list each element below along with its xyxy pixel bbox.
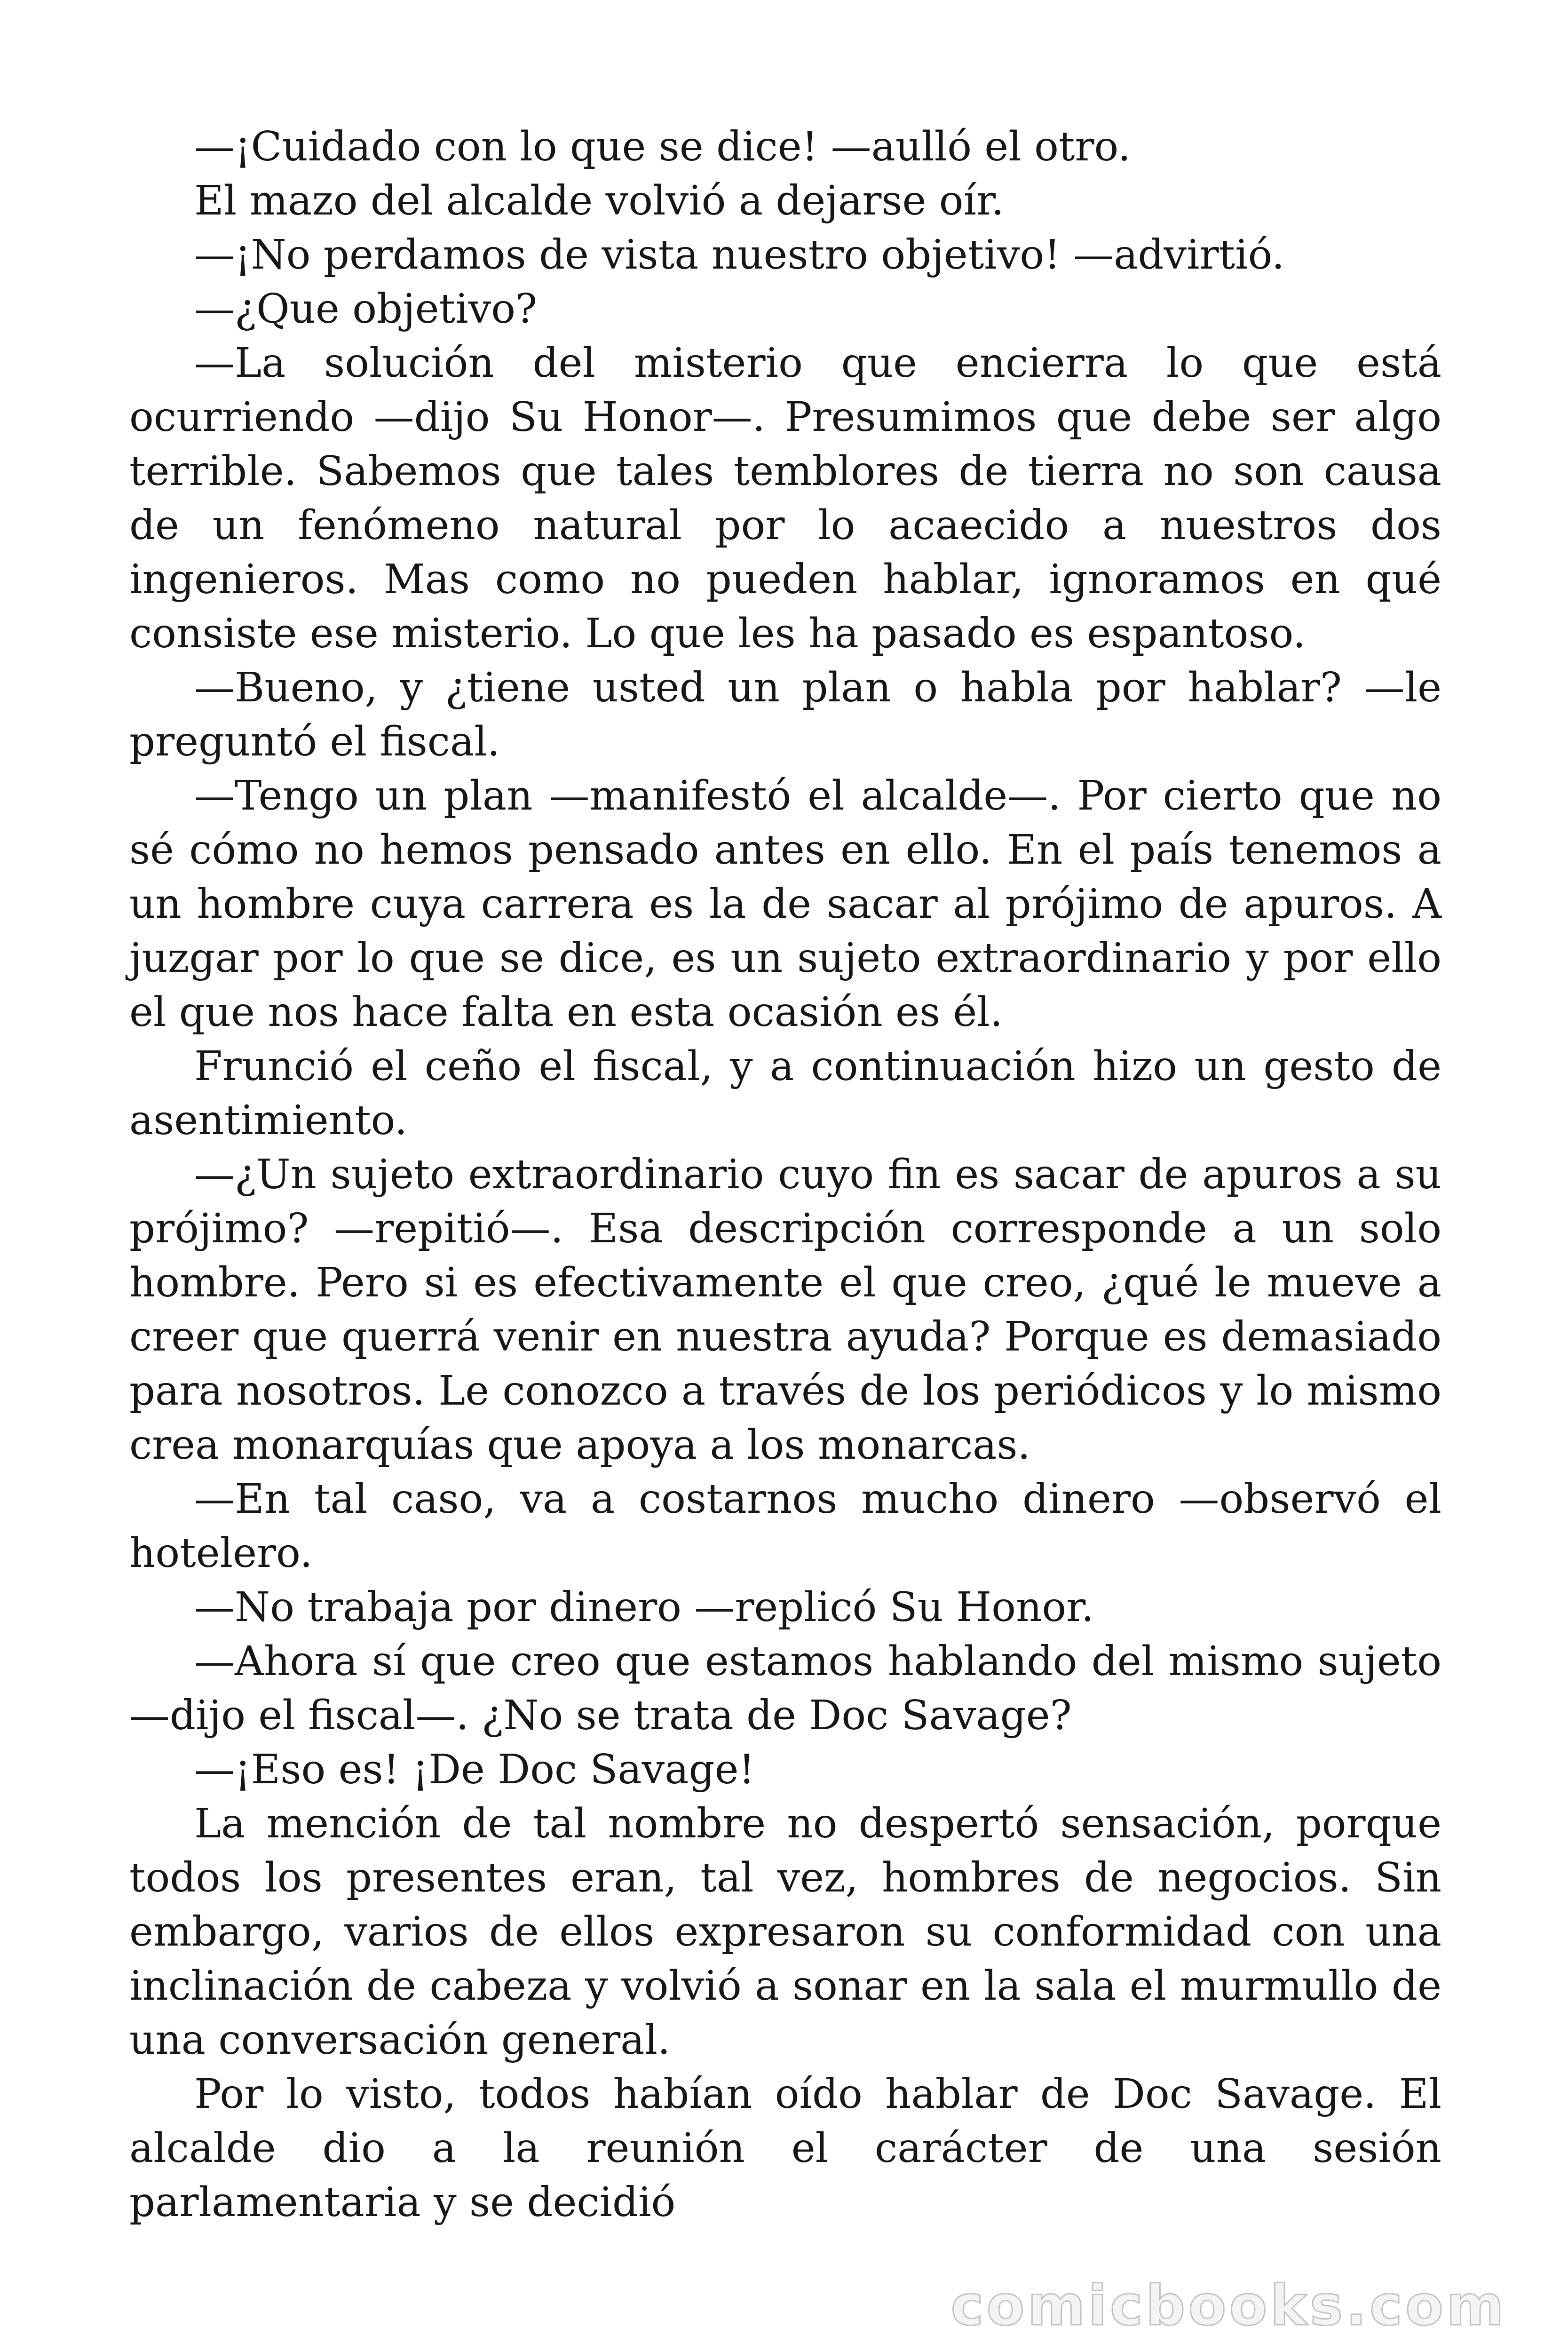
paragraph: —¡Cuidado con lo que se dice! —aulló el otro.	[194, 123, 1131, 170]
paragraph: —No trabaja por dinero —replicó Su Honor.	[194, 1584, 1094, 1631]
watermark: comicbooks.com	[950, 2273, 1507, 2338]
paragraph: El mazo del alcalde volvió a dejarse oír.	[194, 177, 1004, 224]
paragraph: —Tengo un plan —manifestó el alcalde—. Por cierto que no sé cómo no hemos pensado antes en ello. En el país tenemos a un hombre cuya carrera es la de sacar al prójimo de apuros. A juzgar por lo que se dice, es un sujeto extraordinario y por ello el que nos hace falta en esta ocasión es él.	[129, 772, 1441, 1036]
paragraph: —¡Eso es! ¡De Doc Savage!	[194, 1746, 755, 1793]
page-body	[129, 120, 1441, 2230]
paragraph: —Ahora sí que creo que estamos hablando del mismo sujeto —dijo el fiscal—. ¿No se trata de Doc Savage?	[129, 1638, 1441, 1739]
paragraph: —Bueno, y ¿tiene usted un plan o habla por hablar? —le preguntó el fiscal.	[129, 664, 1441, 765]
paragraph: —En tal caso, va a costarnos mucho dinero —observó el hotelero.	[129, 1476, 1441, 1577]
paragraph: —¿Un sujeto extraordinario cuyo fin es sacar de apuros a su prójimo? —repitió—. Esa descripción corresponde a un solo hombre. Pero si es efectivamente el que creo, ¿qué le mueve a creer que querrá venir en nuestra ayuda? Porque es demasiado para nosotros. Le conozco a través de los periódicos y lo mismo crea monarquías que apoya a los monarcas.	[129, 1151, 1441, 1469]
paragraph: —La solución del misterio que encierra lo que está ocurriendo —dijo Su Honor—. Presumimos que debe ser algo terrible. Sabemos que tales temblores de tierra no son causa de un fenómeno natural por lo acaecido a nuestros dos ingenieros. Mas como no pueden hablar, ignoramos en qué consiste ese misterio. Lo que les ha pasado es espantoso.	[129, 340, 1441, 657]
paragraph: La mención de tal nombre no despertó sensación, porque todos los presentes eran, tal vez, hombres de negocios. Sin embargo, varios de ellos expresaron su conformidad con una inclinación de cabeza y volvió a sonar en la sala el murmullo de una conversación general.	[129, 1800, 1441, 2064]
paragraph: Por lo visto, todos habían oído hablar de Doc Savage. El alcalde dio a la reunión el carácter de una sesión parlamentaria y se decidió	[129, 2071, 1441, 2226]
paragraph: —¿Que objetivo?	[194, 286, 538, 333]
paragraph: Frunció el ceño el fiscal, y a continuación hizo un gesto de asentimiento.	[129, 1043, 1441, 1144]
paragraph: —¡No perdamos de vista nuestro objetivo! —advirtió.	[194, 231, 1285, 278]
